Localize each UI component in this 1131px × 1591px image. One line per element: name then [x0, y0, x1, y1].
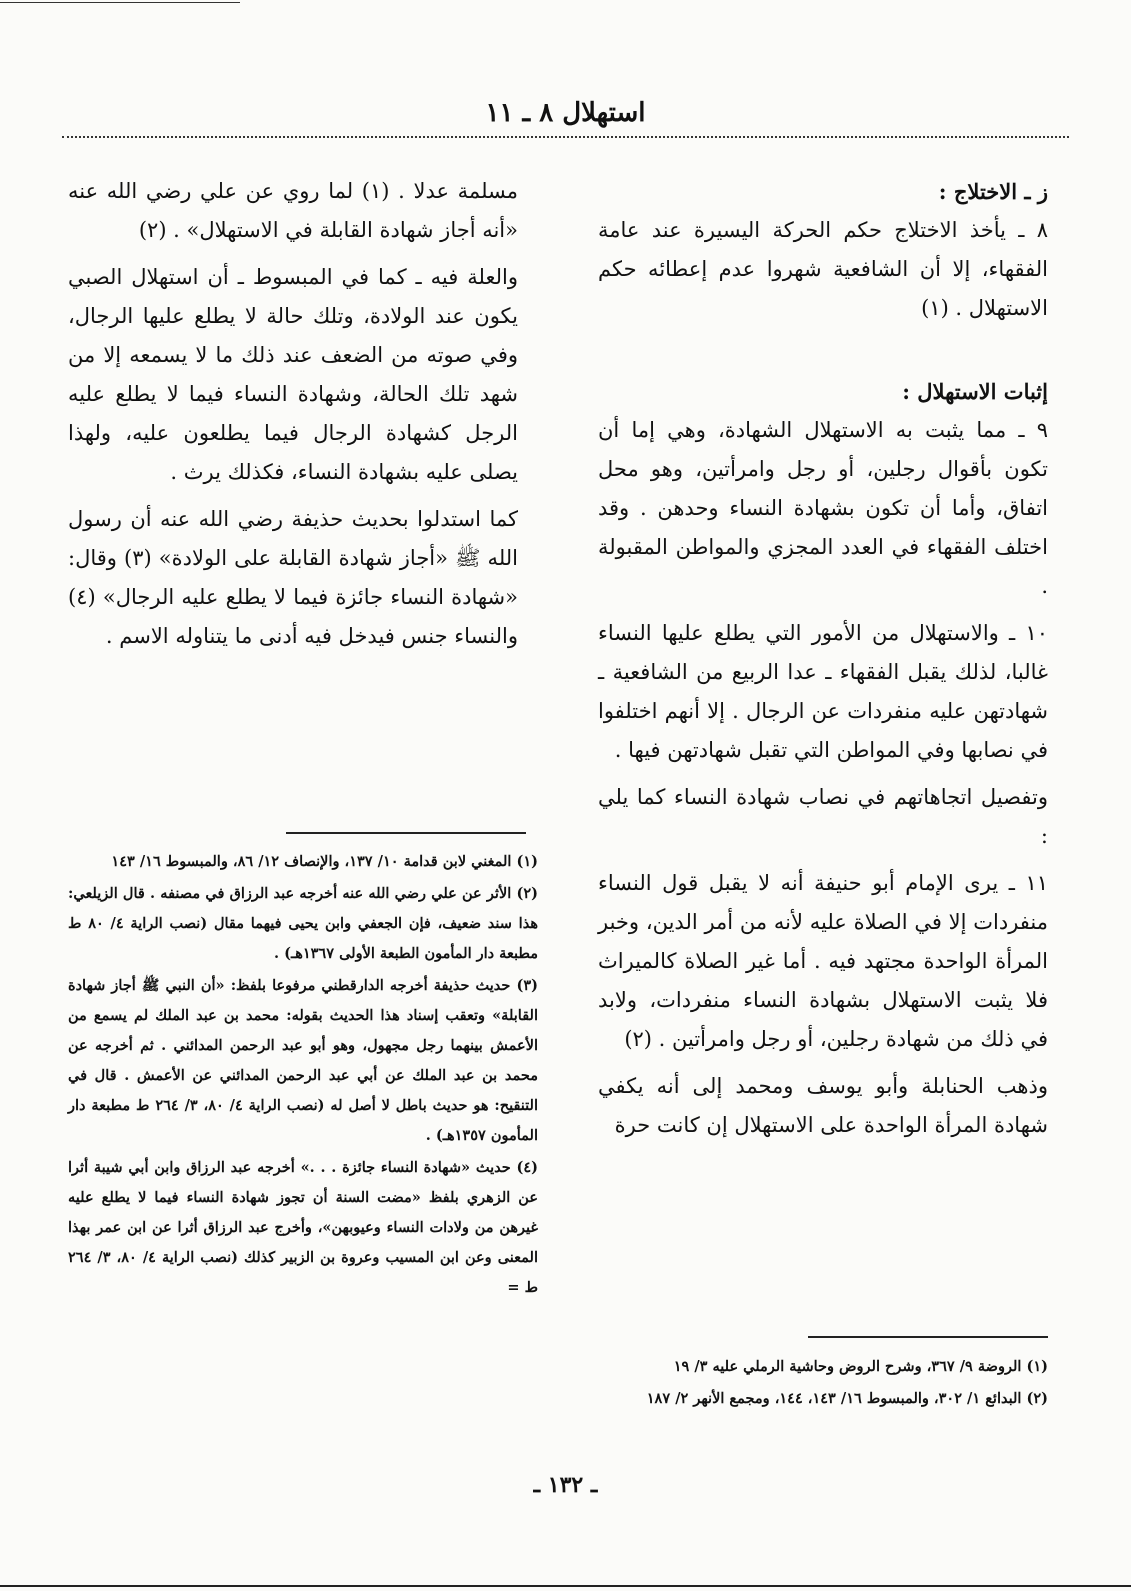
footnote-divider-left: [286, 832, 526, 834]
paragraph-continuation: مسلمة عدلا . (١) لما روي عن علي رضي الله عنه «أنه أجاز شهادة القابلة في الاستهلال» . (٢): [68, 179, 519, 242]
footnotes-right: [598, 1352, 1048, 1416]
footnote: (٢) البدائع ١/ ٣٠٢، والمبسوط ١٦/ ١٤٣، ١٤٤، ومجمع الأنهر ٢/ ١٨٧: [646, 1390, 1048, 1407]
paragraph-10: ١٠ ـ والاستهلال من الأمور التي يطلع عليها النساء غالبا، لذلك يقبل الفقهاء ـ عدا الربيع من الشافعية ـ شهادتهن عليه منفردات عن الرجال . إلا أنهم اختلفوا في نصابها وفي المواطن التي تقبل شهادتهن فيها .: [598, 621, 1048, 762]
heading-proof: إثبات الاستهلال :: [902, 379, 1048, 404]
paragraph-8: ٨ ـ يأخذ الاختلاج حكم الحركة اليسيرة عند عامة الفقهاء، إلا أن الشافعية شهروا عدم إعطائه حكم الاستهلال . (١): [598, 218, 1048, 320]
footnote: (١) الروضة ٩/ ٣٦٧، وشرح الروض وحاشية الرملي عليه ٣/ ١٩: [673, 1358, 1048, 1375]
paragraph-illa: والعلة فيه ـ كما في المبسوط ـ أن استهلال الصبي يكون عند الولادة، وتلك حالة لا يطلع عليها الرجال، وفي صوته من الضعف عند ذلك ما لا يسمعه إلا من شهد تلك الحالة، وشهادة النساء فيما لا يطلع عليه الرجل كشهادة الرجال فيما يطلعون عليه، ولهذا يصلى عليه بشهادة النساء، فكذلك يرث .: [68, 265, 518, 484]
footnote: (١) المغني لابن قدامة ١٠/ ١٣٧، والإنصاف ١٢/ ٨٦، والمبسوط ١٦/ ١٤٣: [111, 853, 538, 870]
page-number: ـ ١٣٢ ـ: [533, 1472, 598, 1498]
paragraph-hudhayfa: كما استدلوا بحديث حذيفة رضي الله عنه أن رسول الله ﷺ «أجاز شهادة القابلة على الولادة» (٣) وقال: «شهادة النساء جائزة فيما لا يطلع عليه الرجال» (٤) والنساء جنس فيدخل فيه أدنى ما يتناوله الاسم .: [68, 507, 518, 648]
footnote: (٣) حديث حذيفة أخرجه الدارقطني مرفوعا بلفظ: «أن النبي ﷺ أجاز شهادة القابلة» وتعقب إسناد هذا الحديث بقوله: محمد بن عبد الملك لم يسمع من الأعمش بينهما رجل مجهول، وهو أبو عبد الرحمن المدائني . ثم أخرجه عن محمد بن عبد الملك عن أبي عبد الرحمن المدائني عن الأعمش . قال في التنقيح: هو حديث باطل لا أصل له (نصب الراية ٤/ ٨٠، ٣/ ٢٦٤ ط مطبعة دار المأمون ١٣٥٧هـ) .: [68, 977, 538, 1144]
footnote: (٤) حديث «شهادة النساء جائزة . . .» أخرجه عبد الرزاق وابن أبي شيبة أثرا عن الزهري بلفظ «مضت السنة أن تجوز شهادة النساء فيما لا يطلع عليه غيرهن من ولادات النساء وعيوبهن»، وأخرج عبد الرزاق أثرا عن ابن عمر بهذا المعنى وعن ابن المسيب وعروة بن الزبير كذلك (نصب الراية ٤/ ٨٠، ٣/ ٢٦٤ ط =: [68, 1159, 538, 1296]
paragraph-9: ٩ ـ مما يثبت به الاستهلال الشهادة، وهي إما أن تكون بأقوال رجلين، أو رجل وامرأتين، وهو محل اتفاق، وأما أن تكون بشهادة النساء وحدهن . وقد اختلف الفقهاء في العدد المجزي والمواطن المقبولة .: [598, 418, 1048, 598]
paragraph-11: ١١ ـ يرى الإمام أبو حنيفة أنه لا يقبل قول النساء منفردات إلا في الصلاة عليه لأنه من أمر الدين، وخبر المرأة الواحدة مجتهد فيه . أما غير الصلاة كالميراث فلا يثبت الاستهلال بشهادة النساء منفردات، ولابد في ذلك من شهادة رجلين، أو رجل وامرأتين . (٢): [598, 871, 1048, 1051]
top-rule: [0, 2, 240, 3]
right-column: [598, 172, 1048, 1153]
left-column: [68, 172, 518, 664]
bottom-rule: [0, 1585, 1131, 1587]
footnote-divider-right: [808, 1336, 1048, 1338]
paragraph-hanabila: وذهب الحنابلة وأبو يوسف ومحمد إلى أنه يكفي شهادة المرأة الواحدة على الاستهلال إن كانت حرة: [598, 1074, 1048, 1137]
paragraph-details: وتفصيل اتجاهاتهم في نصاب شهادة النساء كما يلي :: [598, 785, 1048, 848]
page-header-title: استهلال ٨ ـ ١١: [485, 98, 646, 128]
header-dotted-rule: [62, 136, 1069, 138]
heading-ikhtilaj: ز ـ الاختلاج :: [938, 179, 1048, 204]
footnote: (٢) الأثر عن علي رضي الله عنه أخرجه عبد الرزاق في مصنفه . قال الزيلعي: هذا سند ضعيف، فإن الجعفي وابن يحيى فيهما مقال (نصب الراية ٤/ ٨٠ ط مطبعة دار المأمون الطبعة الأولى ١٣٦٧هـ) .: [68, 885, 538, 962]
footnotes-left: [68, 847, 538, 1305]
